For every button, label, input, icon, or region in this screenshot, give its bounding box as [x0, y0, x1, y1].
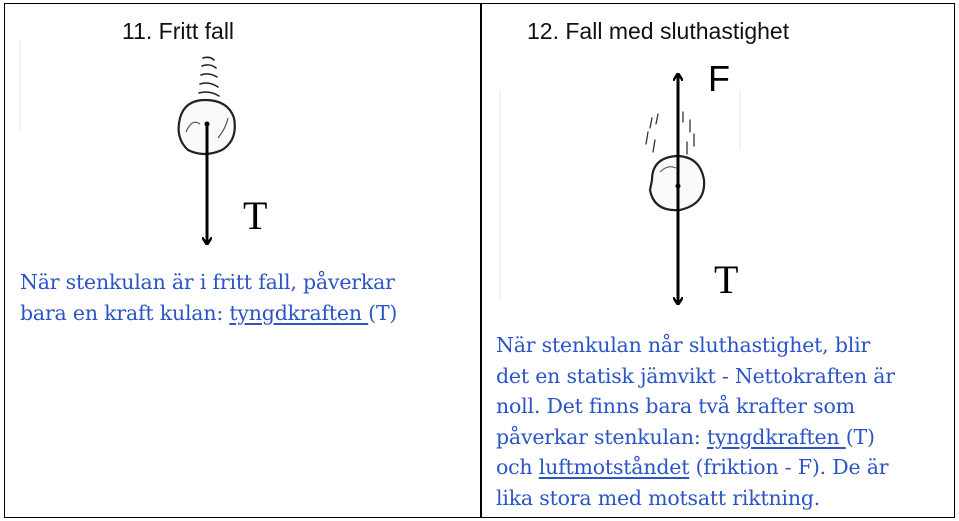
caption-line: När stenkulan är i fritt fall, påverkar: [20, 270, 395, 294]
caption-line: När stenkulan når sluthastighet, blir: [496, 333, 871, 357]
caption-line: det en statisk jämvikt - Nettokraften är: [496, 363, 895, 388]
caption-line: [20, 298, 475, 329]
caption-text: och: [496, 455, 539, 479]
ball-center-dot-left: [205, 122, 210, 127]
term-air-resistance-underlined: luftmotståndet: [538, 455, 690, 479]
caption-line: [496, 422, 951, 453]
force-label-gravity-right: T: [714, 257, 739, 302]
force-label-friction: F: [708, 58, 730, 99]
caption-text: (friktion - F). De är: [689, 455, 889, 479]
motion-lines-left: [199, 57, 219, 96]
caption-text: bara en kraft kulan:: [20, 300, 230, 325]
caption-text: (T): [368, 300, 398, 325]
force-label-gravity-left: T: [243, 193, 268, 238]
panel-title-terminal-velocity: 12. Fall med sluthastighet: [527, 18, 790, 44]
ball-center-dot-right: [676, 184, 681, 189]
term-gravity-underlined: tyngdkraften: [706, 424, 846, 449]
caption-terminal-velocity: [496, 330, 951, 513]
term-gravity-underlined: tyngdkraften: [229, 300, 369, 325]
motion-lines-right: [646, 112, 694, 154]
caption-line: noll. Det finns bara två krafter som: [496, 394, 855, 418]
caption-text: (T): [845, 424, 875, 449]
caption-line: [496, 452, 951, 483]
panel-title-free-fall: 11. Fritt fall: [122, 18, 235, 44]
faint-background-scan: [20, 40, 740, 300]
caption-text: påverkar stenkulan:: [496, 424, 707, 449]
caption-free-fall: [20, 267, 475, 328]
caption-line: lika stora med motsatt riktning.: [496, 485, 821, 510]
